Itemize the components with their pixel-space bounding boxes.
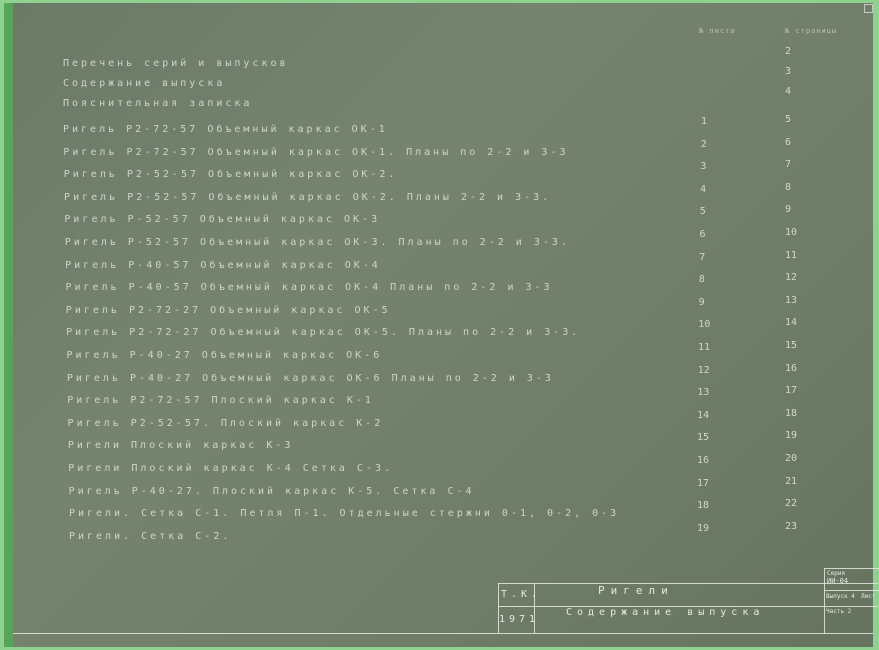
contents-row-page: 8	[785, 181, 792, 193]
contents-row-sheet: 10	[698, 319, 711, 331]
contents-row-title: Ригель Р2-72-57 Объемный каркас ОК-1	[63, 124, 388, 135]
contents-row-title: Ригель Р2-72-27 Объемный каркас ОК-5. Планы по 2-2 и 3-3.	[66, 327, 581, 339]
title-block-year: 1971	[499, 614, 540, 625]
contents-row-page: 22	[785, 498, 798, 510]
title-block-part: Часть 2	[826, 608, 852, 615]
title-block-subtitle: Содержание выпуска	[566, 607, 765, 618]
contents-row-title: Ригель Р-40-27 Объемный каркас ОК-6	[66, 350, 383, 361]
corner-mark	[864, 4, 873, 13]
contents-row-title: Ригель Р-40-57 Объемный каркас ОК-4 Планы по 2-2 и 3-3	[65, 282, 553, 294]
contents-row-page: 11	[785, 249, 798, 261]
contents-row-sheet: 5	[699, 206, 706, 218]
title-block-series-code: ИИ-04	[827, 577, 849, 585]
contents-row-sheet: 19	[697, 522, 710, 534]
contents-row-sheet: 3	[700, 161, 707, 173]
front-matter-title: Перечень серий и выпусков	[63, 58, 289, 69]
contents-row-title: Ригель Р2-52-57 Объемный каркас ОК-2.	[63, 169, 398, 181]
contents-row-sheet: 13	[697, 387, 710, 399]
title-block-series: Серия	[827, 570, 846, 577]
contents-row-page: 15	[785, 340, 798, 351]
contents-row-sheet: 1	[701, 116, 708, 127]
title-block-sheet: Лист	[861, 593, 876, 600]
contents-row-title: Ригель Р2-72-57 Объемный каркас ОК-1. Планы по 2-2 и 3-3	[63, 146, 569, 158]
front-matter-title: Пояснительная записка	[63, 98, 253, 109]
contents-row-title: Ригели Плоский каркас К-4 Сетка С-3.	[68, 463, 393, 474]
contents-row-title: Ригели. Сетка С-1. Петля П-1. Отдельные стержни 0-1, 0-2, 0-3	[68, 508, 620, 520]
title-block-title: Ригели	[598, 584, 674, 597]
front-matter-page: 3	[785, 66, 792, 77]
contents-row-title: Ригель Р-40-27. Плоский каркас К-5. Сетка С-4	[68, 485, 475, 497]
contents-row-page: 7	[785, 159, 792, 171]
contents-row-title: Ригели. Сетка С-2.	[69, 530, 232, 542]
contents-row-sheet: 6	[699, 229, 706, 240]
contents-row-page: 20	[785, 453, 798, 464]
contents-row-page: 12	[785, 272, 798, 284]
contents-row-page: 23	[785, 520, 798, 532]
contents-row-page: 13	[785, 294, 798, 306]
contents-row-title: Ригель Р-40-57 Объемный каркас ОК-4	[65, 259, 381, 271]
contents-row-title: Ригель Р2-52-57. Плоский каркас К-2	[67, 417, 384, 429]
contents-row-title: Ригель Р-52-57 Объемный каркас ОК-3	[64, 214, 381, 226]
contents-row-sheet: 16	[697, 455, 710, 466]
contents-row-title: Ригель Р2-72-27 Объемный каркас ОК-5	[65, 304, 391, 316]
contents-row-sheet: 11	[698, 342, 711, 353]
front-matter-title: Содержание выпуска	[63, 78, 226, 89]
contents-row-sheet: 14	[697, 409, 710, 421]
contents-row-sheet: 15	[697, 432, 710, 444]
contents-row-title: Ригель Р2-52-57 Объемный каркас ОК-2. Планы 2-2 и 3-3.	[64, 191, 552, 203]
drawing-sheet	[13, 3, 876, 647]
contents-row-title: Ригель Р2-72-57 Плоский каркас К-1	[67, 395, 374, 407]
contents-row-page: 9	[785, 204, 792, 216]
contents-row-sheet: 7	[699, 251, 706, 263]
contents-row-page: 10	[785, 227, 798, 238]
contents-row-sheet: 18	[697, 500, 710, 512]
contents-row-page: 16	[785, 362, 798, 374]
contents-row-sheet: 8	[698, 274, 705, 286]
contents-row-title: Ригели Плоский каркас К-3	[67, 440, 294, 452]
contents-row-sheet: 2	[700, 138, 707, 150]
title-block-org: Т.К.	[501, 589, 542, 600]
contents-row-title: Ригель Р-52-57 Объемный каркас ОК-3. Планы по 2-2 и 3-3.	[64, 237, 570, 248]
front-matter-page: 4	[785, 86, 792, 97]
contents-row-page: 17	[785, 385, 798, 397]
contents-row-page: 5	[785, 114, 792, 125]
contents-row-page: 18	[785, 407, 798, 419]
contents-row-sheet: 17	[697, 477, 710, 489]
contents-row-sheet: 12	[697, 364, 710, 376]
page-frame	[4, 3, 876, 647]
contents-row-sheet: 4	[700, 183, 707, 195]
front-matter-page: 2	[785, 46, 792, 57]
contents-row-page: 6	[785, 136, 792, 148]
contents-row-page: 19	[785, 430, 798, 442]
column-header-sheet: № листа	[699, 27, 736, 35]
contents-row-page: 21	[785, 475, 798, 487]
contents-row-title: Ригель Р-40-27 Объемный каркас ОК-6 Планы по 2-2 и 3-3	[66, 372, 554, 384]
contents-row-sheet: 9	[698, 296, 705, 308]
column-header-page: № страницы	[785, 27, 838, 35]
contents-row-page: 14	[785, 317, 798, 329]
title-block-issue: Выпуск 4	[826, 593, 855, 600]
